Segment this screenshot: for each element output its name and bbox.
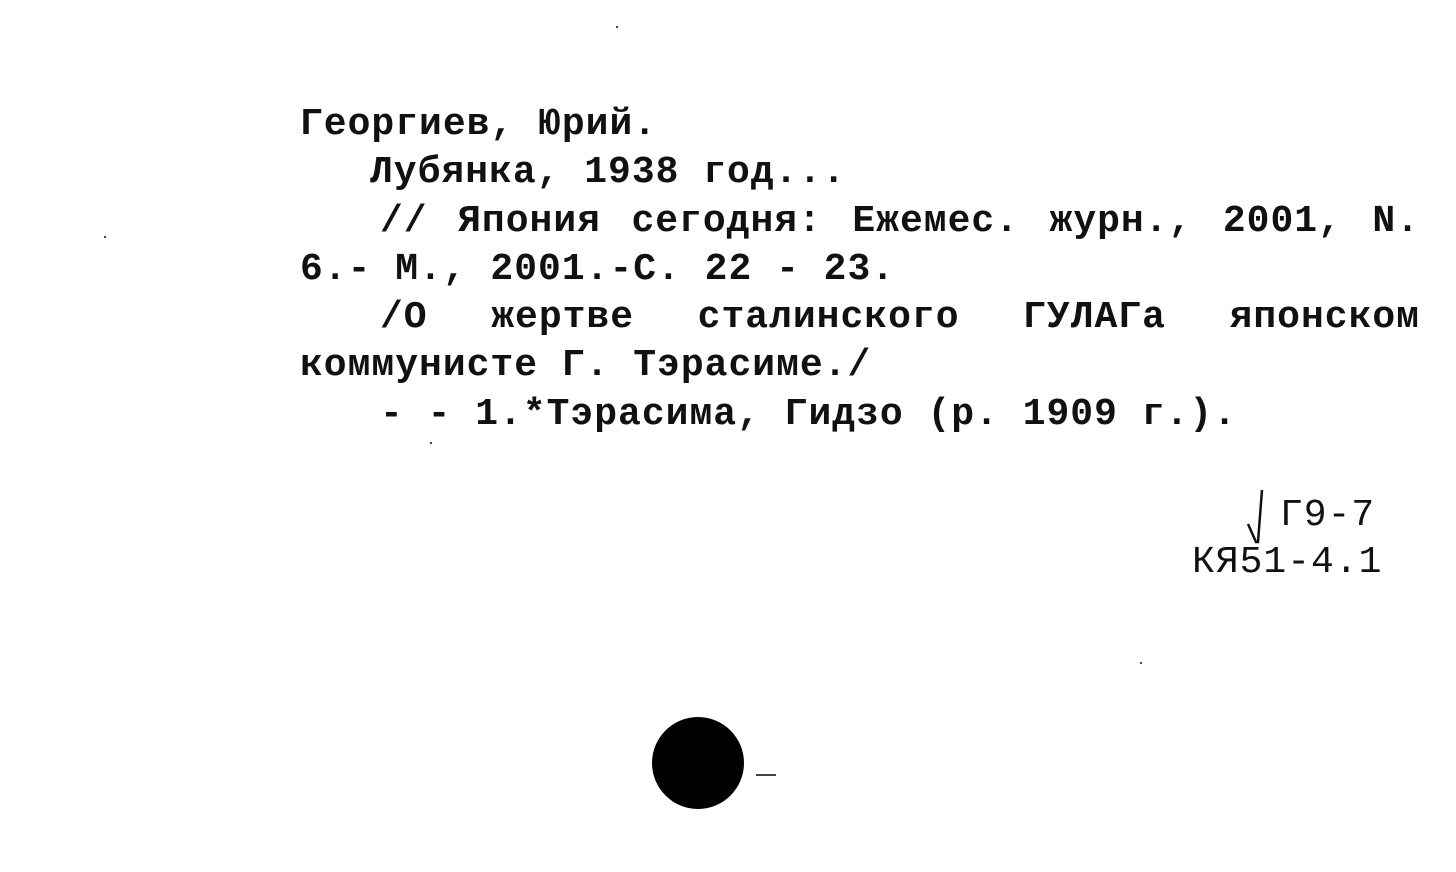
punch-hole: [652, 717, 744, 809]
source-word: Япония: [458, 200, 601, 243]
annotation-word: ГУЛАГа: [1023, 296, 1166, 339]
source-word: Ежемес.: [852, 200, 1020, 243]
speck: [430, 442, 432, 444]
source-word: журн.,: [1049, 200, 1193, 243]
source-line-1: [380, 199, 1420, 245]
source-word: сегодня:: [631, 200, 822, 243]
source-word: 2001,: [1222, 200, 1342, 243]
speck: [1140, 662, 1142, 664]
annotation-line-2: коммунисте Г. Тэрасиме./: [300, 344, 872, 387]
annotation-word: японском: [1229, 296, 1420, 339]
source-line-2: 6.- М., 2001.-С. 22 - 23.: [300, 248, 896, 291]
source-word: //: [380, 200, 428, 243]
author-heading: Георгиев, Юрий.: [300, 103, 658, 146]
check-mark-icon: [1246, 488, 1274, 544]
classification-code-1: [1246, 488, 1375, 544]
work-title: Лубянка, 1938 год...: [370, 151, 847, 194]
annotation-word: сталинского: [697, 296, 960, 339]
speck: [756, 774, 776, 776]
speck: [616, 26, 618, 28]
annotation-word: жертве: [491, 296, 635, 339]
source-word: N.: [1372, 200, 1420, 243]
annotation-line-1: [380, 295, 1420, 341]
speck: [104, 236, 106, 238]
annotation-word: /О: [380, 296, 428, 339]
subject-entry: - - 1.*Тэрасима, Гидзо (р. 1909 г.).: [380, 393, 1237, 436]
class-code-text: Г9-7: [1280, 494, 1376, 537]
classification-code-2: КЯ51-4.1: [1192, 541, 1383, 584]
